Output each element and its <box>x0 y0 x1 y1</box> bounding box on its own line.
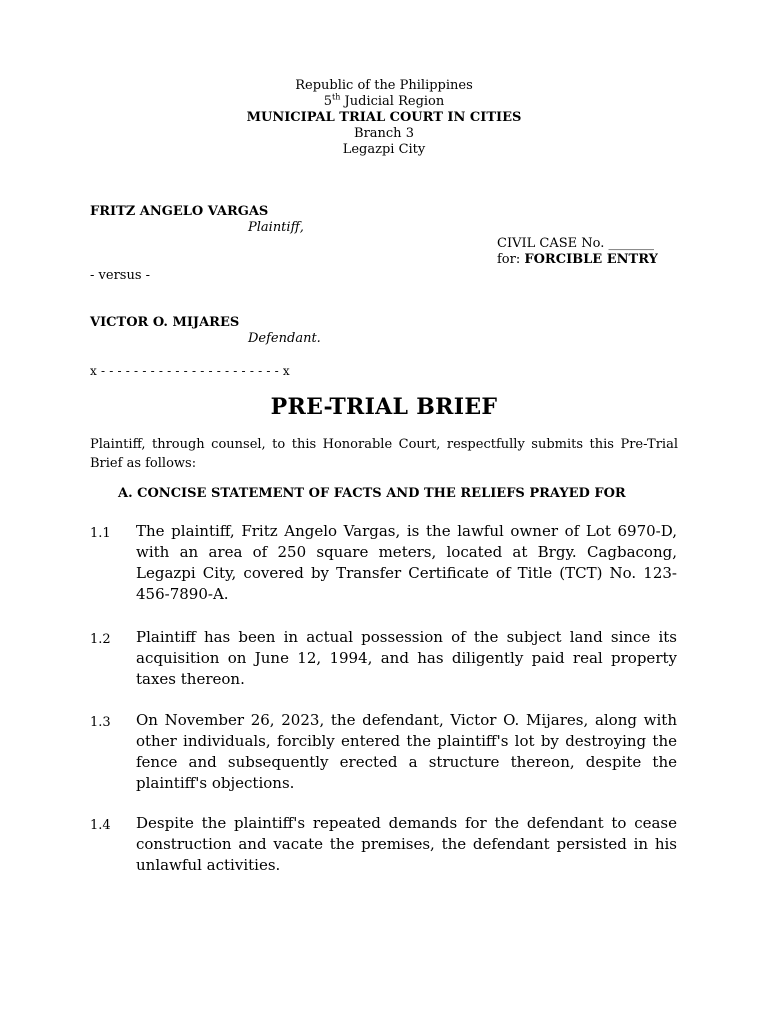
intro-paragraph: Plaintiff, through counsel, to this Honorable Court, respectfully submits this Pre-Trial Brief as follows: <box>90 437 678 471</box>
paragraph-number: 1.2 <box>90 632 111 647</box>
paragraph-text: On November 26, 2023, the defendant, Victor O. Mijares, along with other individuals, forcibly entered the plaintiff's lot by destroying the fence and subsequently erected a structure thereon, despite the plaintiff's objections. <box>136 711 677 792</box>
header-city: Legazpi City <box>342 142 426 157</box>
section-a-heading: A. CONCISE STATEMENT OF FACTS AND THE RELIEFS PRAYED FOR <box>118 486 626 501</box>
paragraph-number: 1.1 <box>90 526 111 541</box>
plaintiff-role: Plaintiff, <box>248 220 304 235</box>
versus-label: - versus - <box>90 268 151 283</box>
header-court: MUNICIPAL TRIAL COURT IN CITIES <box>246 110 522 125</box>
header-republic: Republic of the Philippines <box>295 78 473 93</box>
paragraph-text: Plaintiff has been in actual possession of the subject land since its acquisition on June 12, 1994, and has diligently paid real property taxes thereon. <box>136 628 677 688</box>
header-branch: Branch 3 <box>354 126 414 141</box>
case-number: CIVIL CASE No. _______ <box>497 236 654 251</box>
paragraph-number: 1.4 <box>90 818 111 833</box>
document-title: PRE-TRIAL BRIEF <box>270 394 498 420</box>
case-nature: for: FORCIBLE ENTRY <box>497 252 658 267</box>
defendant-name: VICTOR O. MIJARES <box>90 315 240 330</box>
paragraph-text: The plaintiff, Fritz Angelo Vargas, is the lawful owner of Lot 6970-D, with an area of 250 square meters, located at Brgy. Cagbacong, Legazpi City, covered by Transfer Certificate of Title (TCT) No. 123-456-7890-A. <box>136 522 677 603</box>
defendant-role: Defendant. <box>248 331 321 346</box>
header-region: 5th Judicial Region <box>323 92 445 109</box>
plaintiff-name: FRITZ ANGELO VARGAS <box>90 204 269 219</box>
paragraph-text: Despite the plaintiff's repeated demands for the defendant to cease construction and vacate the premises, the defendant persisted in his unlawful activities. <box>136 814 677 874</box>
caption-separator: x - - - - - - - - - - - - - - - - - - - - - - x <box>90 364 290 378</box>
paragraph-number: 1.3 <box>90 715 111 730</box>
